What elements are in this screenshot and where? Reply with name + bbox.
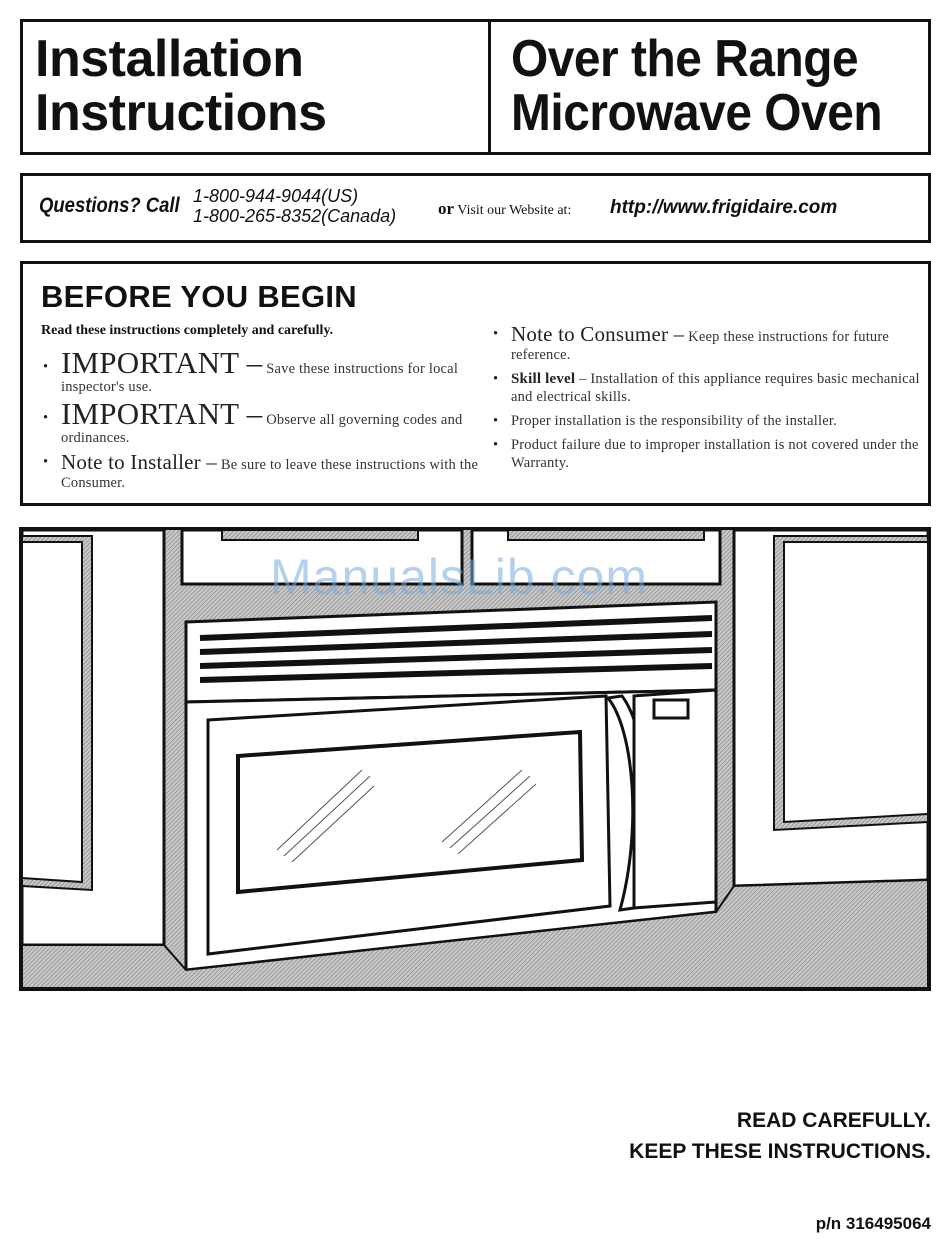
title-left-line-2: Instructions xyxy=(35,84,327,142)
list-item xyxy=(41,450,481,492)
item-heading: Skill level xyxy=(511,371,576,387)
item-heading: Note to Installer – xyxy=(61,450,218,474)
list-item xyxy=(491,412,921,430)
title-right-line-2: Microwave Oven xyxy=(511,84,883,142)
title-right-line-1: Over the Range xyxy=(511,30,859,88)
phone-canada: 1-800-265-8352(Canada) xyxy=(193,206,397,226)
installation-instructions-title xyxy=(35,32,327,140)
bullet-icon: • xyxy=(493,326,499,342)
list-item xyxy=(491,370,921,406)
bullet-icon: • xyxy=(43,359,49,375)
bullet-icon: • xyxy=(493,371,499,387)
item-description: Observe all governing codes and ordinances. xyxy=(61,412,463,446)
visit-text: Visit our Website at: xyxy=(457,203,572,218)
website-link[interactable]: http://www.frigidaire.com xyxy=(610,197,838,218)
left-cabinet-door xyxy=(22,530,164,945)
before-you-begin-intro: Read these instructions completely and carefully. xyxy=(41,323,334,338)
list-item xyxy=(41,396,481,447)
title-divider xyxy=(488,22,491,152)
left-notes-column xyxy=(41,345,481,495)
item-heading: Note to Consumer – xyxy=(511,322,685,346)
questions-label: Questions? Call xyxy=(39,194,180,217)
list-item xyxy=(491,322,921,364)
item-description: Proper installation is the responsibility of the installer. xyxy=(511,413,837,429)
title-left-line-1: Installation xyxy=(35,30,304,88)
before-you-begin-box xyxy=(20,261,931,506)
bullet-icon: • xyxy=(493,437,499,453)
list-item xyxy=(491,436,921,472)
watermark: ManualsLib.com xyxy=(270,549,649,605)
read-carefully-notice: READ CAREFULLY. xyxy=(736,1109,931,1132)
part-number: p/n 316495064 xyxy=(815,1214,931,1233)
item-description: Product failure due to improper installation is not covered under the Warranty. xyxy=(511,437,919,471)
or-label: or xyxy=(438,199,455,218)
title-box xyxy=(20,19,931,155)
product-title xyxy=(511,32,882,140)
item-heading: IMPORTANT – xyxy=(61,396,263,431)
phone-numbers xyxy=(193,186,396,226)
list-item xyxy=(41,345,481,396)
item-heading: IMPORTANT – xyxy=(61,345,263,380)
keep-instructions-notice: KEEP THESE INSTRUCTIONS. xyxy=(629,1140,931,1163)
item-description: – Installation of this appliance requires basic mechanical and electrical skills. xyxy=(511,371,920,405)
before-you-begin-heading: BEFORE YOU BEGIN xyxy=(41,279,357,314)
bullet-icon: • xyxy=(43,454,49,470)
bullet-icon: • xyxy=(43,410,49,426)
item-description: Save these instructions for local inspector's use. xyxy=(61,361,459,395)
right-cabinet-door xyxy=(734,530,928,886)
item-description: Keep these instructions for future reference. xyxy=(511,329,890,363)
visit-label xyxy=(438,199,571,219)
phone-us: 1-800-944-9044(US) xyxy=(193,186,359,206)
right-notes-column xyxy=(491,322,921,478)
microwave-illustration xyxy=(19,527,931,991)
contact-bar xyxy=(20,173,931,243)
bullet-icon: • xyxy=(493,413,499,429)
item-description: Be sure to leave these instructions with the Consumer. xyxy=(61,457,479,491)
